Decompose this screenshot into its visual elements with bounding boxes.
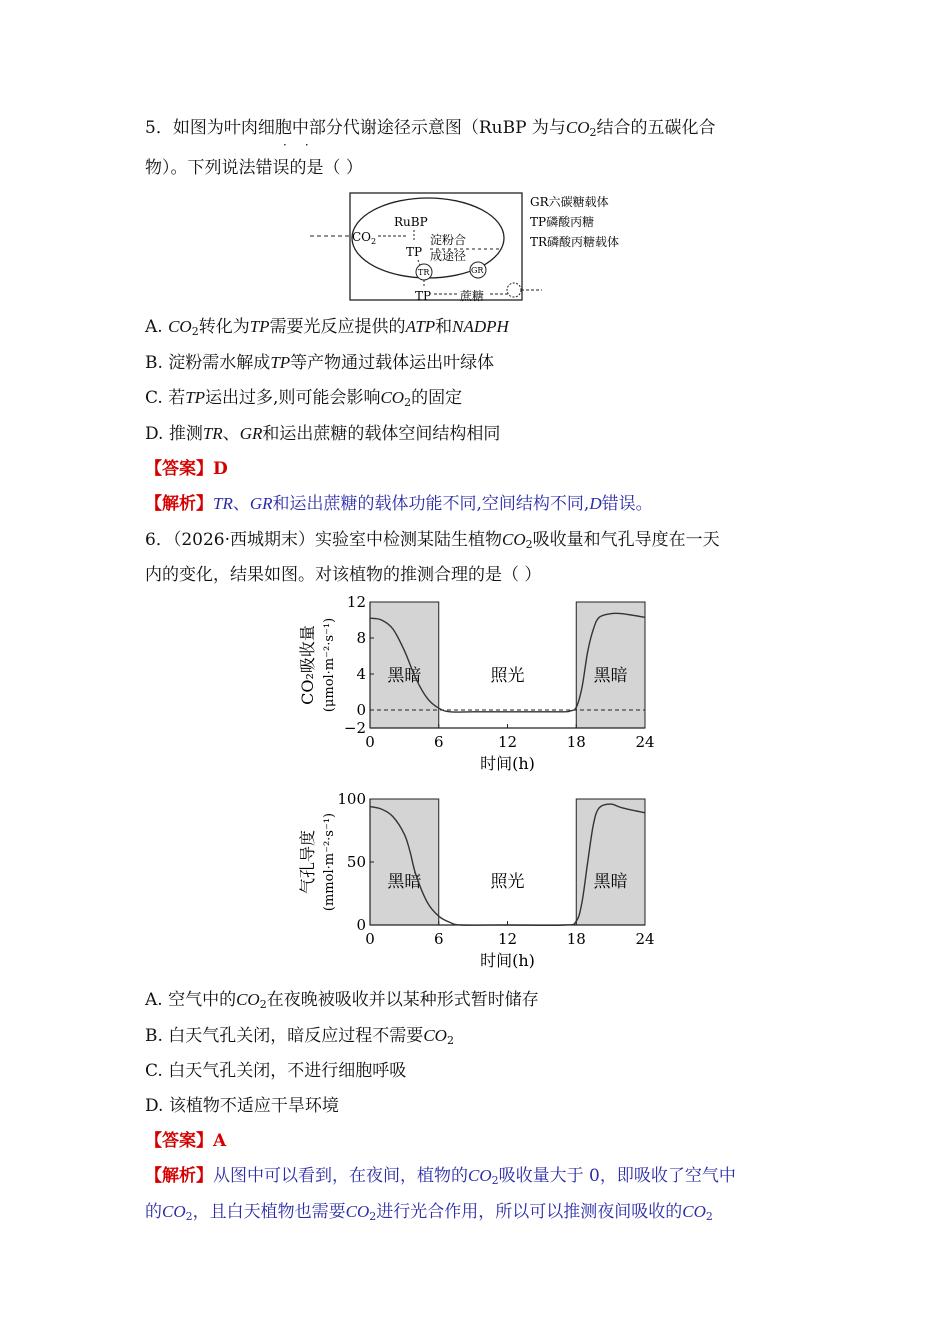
- y-axis-unit: (μmol·m⁻²·s⁻¹): [322, 617, 337, 713]
- y-tick-label: 0: [356, 916, 366, 934]
- diagram-co2-label: $CO_2$: [352, 230, 377, 246]
- x-tick-label: 24: [635, 930, 655, 948]
- y-tick-label: 0: [356, 701, 366, 719]
- q5-explanation: 【解析】TR、GR和运出蔗糖的载体功能不同,空间结构不同,D错误。: [145, 494, 653, 514]
- region-label: 黑暗: [387, 666, 422, 687]
- diagram-legend-gr: GR六碳糖载体: [530, 195, 609, 209]
- diagram-tr-label: TR: [418, 268, 430, 277]
- diagram-starch-label-1: 淀粉合: [430, 233, 467, 247]
- q6-option-b: B. 白天气孔关闭，暗反应过程不需要$CO_2$: [145, 1026, 454, 1047]
- y-tick-label: 50: [346, 853, 366, 871]
- region-label: 黑暗: [593, 666, 628, 687]
- diagram-rubp-label: RuBP: [394, 215, 428, 229]
- x-tick-label: 12: [497, 733, 518, 751]
- dark-region: [370, 602, 439, 728]
- diagram-tp-out-label: TP: [415, 289, 432, 303]
- x-tick-label: 18: [566, 733, 586, 751]
- y-axis-label: CO₂吸收量: [298, 625, 317, 705]
- x-tick-label: 18: [566, 930, 586, 948]
- y-tick-label: −2: [343, 719, 366, 737]
- q6-option-a: A. 空气中的$CO_2$在夜晚被吸收并以某种形式暂时储存: [145, 990, 539, 1011]
- q6-explanation-line1: 【解析】从图中可以看到，在夜间，植物的$CO_2$吸收量大于 0，即吸收了空气中: [145, 1166, 736, 1187]
- y-axis-label: 气孔导度: [298, 829, 317, 895]
- region-label: 照光: [490, 872, 525, 893]
- x-axis-label: 时间(h): [480, 754, 535, 773]
- q6-stem-line1: 6．（2026·西城期末）实验室中检测某陆生植物$CO_2$吸收量和气孔导度在一天: [145, 530, 720, 551]
- diagram-gr-label: GR: [471, 266, 484, 275]
- diagram-legend-tr: TR磷酸丙糖载体: [530, 235, 620, 249]
- diagram-legend-tp: TP磷酸丙糖: [530, 215, 595, 229]
- q6-option-c: C. 白天气孔关闭，不进行细胞呼吸: [145, 1061, 407, 1081]
- q5-option-d: D. 推测TR、GR和运出蔗糖的载体空间结构相同: [145, 424, 501, 444]
- x-tick-label: 0: [365, 733, 375, 751]
- diagram-starch-label-2: 成途径: [430, 249, 467, 263]
- q6-explanation-line2: 的$CO_2$，且白天植物也需要$CO_2$进行光合作用，所以可以推测夜间吸收的$CO_2$: [145, 1202, 713, 1223]
- q5-option-b: B. 淀粉需水解成TP等产物通过载体运出叶绿体: [145, 353, 495, 373]
- q5-stem-line1: 5．如图为叶肉细胞中部分代谢途径示意图（RuBP 为与$CO_2$结合的五碳化合: [145, 118, 716, 139]
- y-axis-unit: (mmol·m⁻²·s⁻¹): [322, 812, 337, 912]
- q6-stem-line2: 内的变化，结果如图。对该植物的推测合理的是（ ）: [145, 565, 542, 585]
- q6-option-d: D. 该植物不适应干旱环境: [145, 1096, 339, 1116]
- x-tick-label: 0: [365, 930, 375, 948]
- diagram-sucrose-label: 蔗糖: [460, 289, 485, 303]
- y-tick-label: 100: [337, 790, 366, 808]
- y-tick-label: 12: [346, 593, 366, 611]
- dark-region: [576, 799, 645, 925]
- co2-uptake-chart: [285, 588, 665, 780]
- q5-answer: 【答案】D: [145, 459, 228, 479]
- x-axis-label: 时间(h): [480, 951, 535, 970]
- region-label: 黑暗: [593, 872, 628, 893]
- dark-region: [576, 602, 645, 728]
- q6-answer: 【答案】A: [145, 1131, 227, 1151]
- dark-region: [370, 799, 439, 925]
- emphasis-dots: ··: [283, 138, 327, 152]
- x-tick-label: 6: [433, 733, 444, 751]
- q5-option-a: A. $CO_2$转化为TP需要光反应提供的ATP和NADPH: [145, 317, 509, 338]
- region-label: 黑暗: [387, 872, 422, 893]
- y-tick-label: 4: [356, 665, 366, 683]
- q5-stem-line2: 物）。下列说法错误的是（ ）: [145, 158, 363, 178]
- metabolism-diagram: [310, 190, 640, 305]
- region-label: 照光: [490, 666, 525, 687]
- diagram-tp-label: TP: [406, 245, 423, 259]
- q5-option-c: C. 若TP运出过多,则可能会影响$CO_2$的固定: [145, 388, 463, 409]
- x-tick-label: 12: [497, 930, 518, 948]
- y-tick-label: 8: [356, 629, 366, 647]
- stomatal-conductance-chart: [285, 785, 665, 977]
- x-tick-label: 24: [635, 733, 655, 751]
- x-tick-label: 6: [433, 930, 444, 948]
